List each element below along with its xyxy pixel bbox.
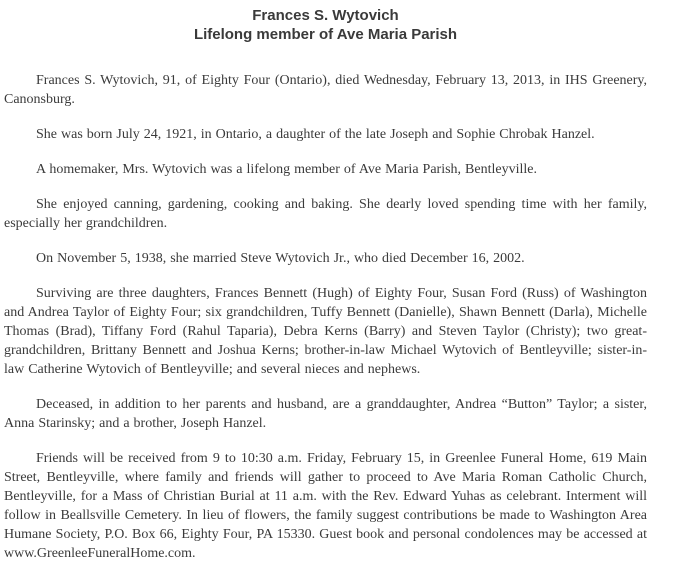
deceased-name-title: Frances S. Wytovich [252, 7, 399, 24]
paragraph-funeral-services: Friends will be received from 9 to 10:30 a.m. Friday, February 15, in Greenlee Funeral Home, 619 Main Street, Bentleyville, where family and friends will gather to proceed to Ave Maria Roman Catholic Church, Bentleyville, for a Mass of Christian Burial at 11 a.m. with the Rev. Edward Yuhas as celebrant. Interment will follow in Beallsville Cemetery. In lieu of flowers, the family suggest contributions be made to Washington Area Humane Society, P.O. Box 66, Eighty Four, PA 15330. Guest book and personal condolences may be accessed at www.GreenleeFuneralHome.com. [4, 451, 647, 561]
paragraph-parish-membership: A homemaker, Mrs. Wytovich was a lifelong member of Ave Maria Parish, Bentleyville. [36, 162, 537, 177]
paragraph-marriage: On November 5, 1938, she married Steve Wytovich Jr., who died December 16, 2002. [36, 251, 525, 266]
paragraph-survivors: Surviving are three daughters, Frances Bennett (Hugh) of Eighty Four, Susan Ford (Russ) of Washington and Andrea Taylor of Eighty Four; six grandchildren, Tuffy Bennett (Danielle), Shawn Bennett (Darla), Michelle Thomas (Brad), Tiffany Ford (Rahul Taparia), Debra Kerns (Barry) and Steven Taylor (Christy); two great-grandchildren, Brittany Bennett and Joshua Kerns; brother-in-law Michael Wytovich of Bentleyville; sister-in-law Catherine Wytovich of Bentleyville; and several nieces and nephews. [4, 286, 647, 377]
obituary-header [4, 6, 647, 44]
paragraph-birth: She was born July 24, 1921, in Ontario, a daughter of the late Joseph and Sophie Chrobak Hanzel. [36, 127, 595, 142]
paragraph-hobbies: She enjoyed canning, gardening, cooking and baking. She dearly loved spending time with her family, especially her grandchildren. [4, 197, 647, 231]
obituary-subtitle: Lifelong member of Ave Maria Parish [193, 26, 458, 43]
paragraph-death-announcement: Frances S. Wytovich, 91, of Eighty Four (Ontario), died Wednesday, February 13, 2013, in IHS Greenery, Canonsburg. [4, 73, 647, 107]
obituary-body [4, 71, 647, 563]
paragraph-predeceased: Deceased, in addition to her parents and husband, are a granddaughter, Andrea “Button” Taylor; a sister, Anna Starinsky; and a brother, Joseph Hanzel. [4, 397, 647, 431]
